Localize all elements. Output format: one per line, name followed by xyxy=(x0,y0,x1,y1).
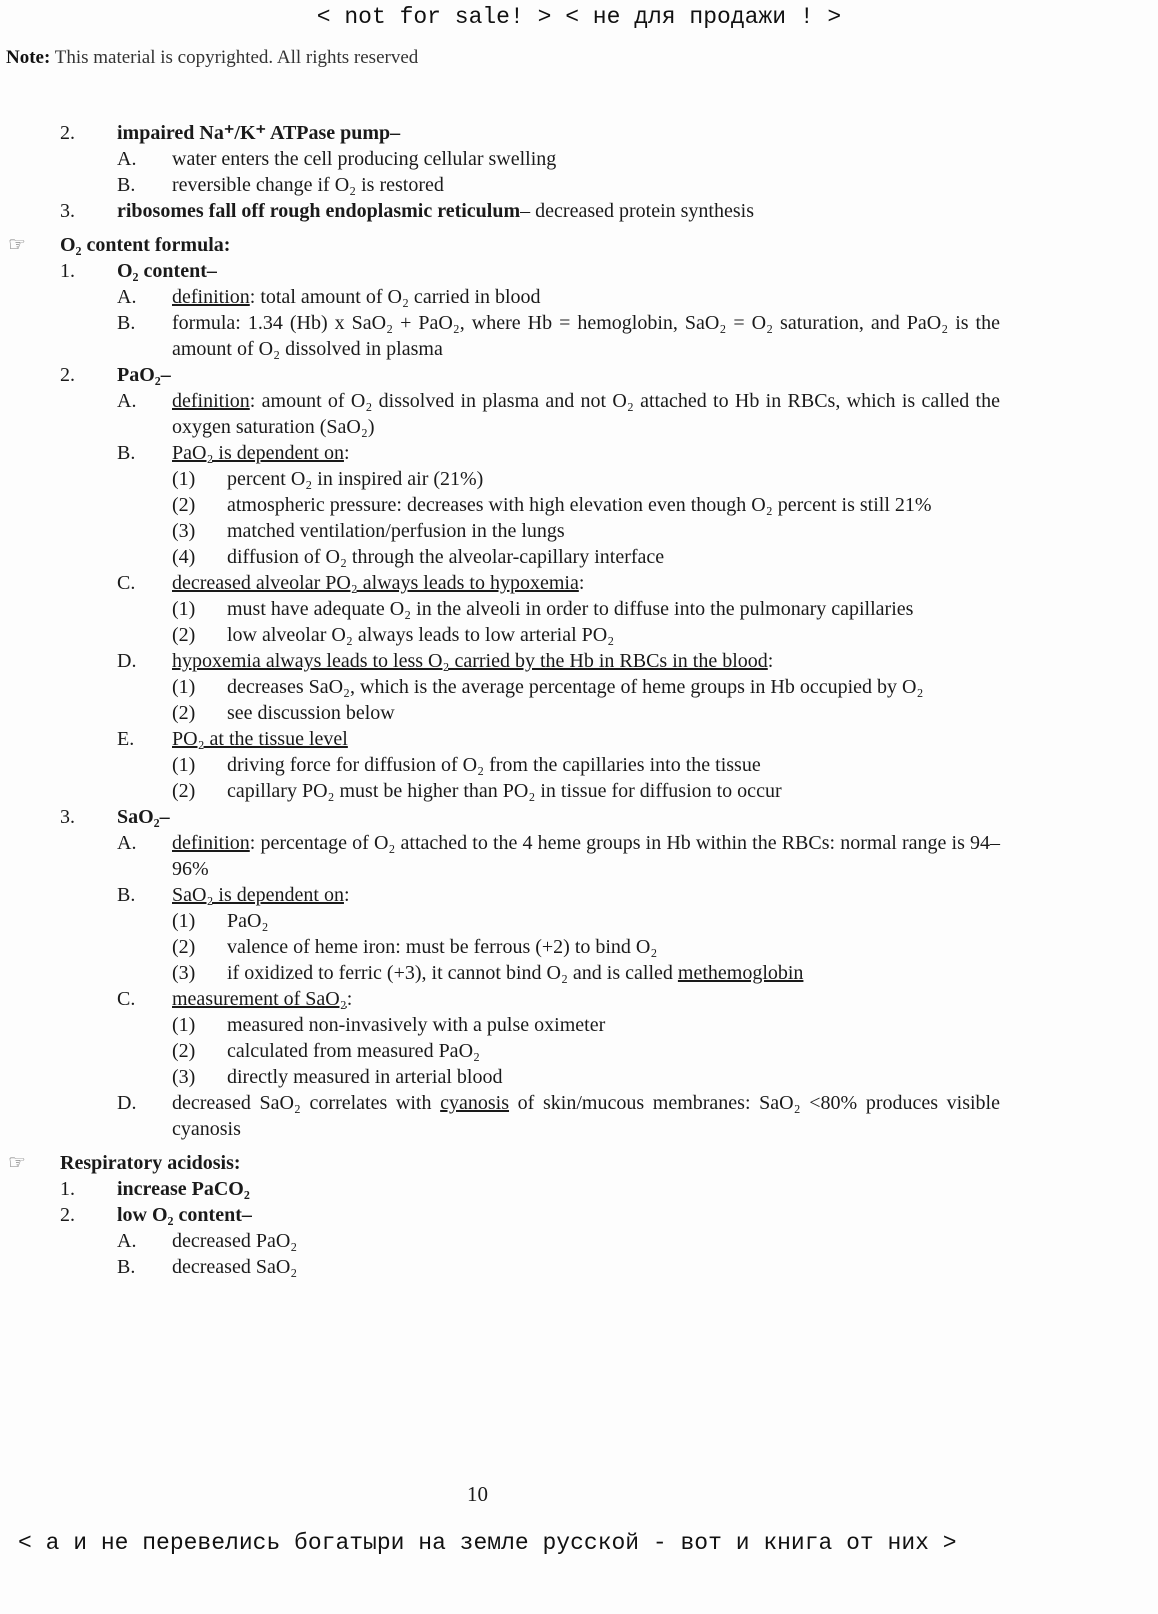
list-item xyxy=(0,492,1000,518)
list-marker: (2) xyxy=(172,624,196,646)
list-marker: A. xyxy=(117,286,137,308)
item-text xyxy=(172,882,1000,908)
text-segment: directly measured in arterial blood xyxy=(227,1066,503,1088)
list-marker: A. xyxy=(117,832,137,854)
list-marker: (1) xyxy=(172,1014,196,1036)
underlined-term: PO₂ at the tissue level xyxy=(172,728,348,750)
list-marker: D. xyxy=(117,650,137,672)
text-segment: decreased SaO₂ correlates with xyxy=(172,1092,441,1114)
text-segment: reversible change if O₂ is restored xyxy=(172,174,444,196)
text-segment: – decreased protein synthesis xyxy=(520,200,754,222)
list-marker: 3. xyxy=(60,200,75,222)
list-marker: (3) xyxy=(172,962,196,984)
list-marker: (1) xyxy=(172,598,196,620)
list-marker: B. xyxy=(117,174,136,196)
text-segment: see discussion below xyxy=(227,702,395,724)
underlined-term: PaO₂ is dependent on xyxy=(172,442,344,464)
text-segment: SaO₂– xyxy=(117,806,170,828)
underlined-term: measurement of SaO₂ xyxy=(172,988,347,1010)
item-text xyxy=(117,198,1000,224)
text-segment: percent O₂ in inspired air (21%) xyxy=(227,468,484,490)
text-segment: O₂ content– xyxy=(117,260,217,282)
item-text xyxy=(172,310,1000,362)
item-text xyxy=(117,1176,1000,1202)
list-item xyxy=(0,830,1000,882)
text-segment: low O₂ content– xyxy=(117,1204,252,1226)
list-item xyxy=(0,648,1000,674)
text-segment: formula: 1.34 (Hb) x SaO₂ + PaO₂, where Hb = hemoglobin, SaO₂ = O₂ saturation, and PaO₂ is the amount of O₂ dissolved in plasma xyxy=(172,312,1000,360)
item-text xyxy=(227,1064,1000,1090)
item-text xyxy=(172,570,1000,596)
underlined-term: methemoglobin xyxy=(677,962,804,984)
text-segment: decreased SaO₂ xyxy=(172,1256,298,1278)
note-text: This material is copyrighted. All rights reserved xyxy=(50,47,419,68)
text-segment: : total amount of O₂ carried in blood xyxy=(249,286,541,308)
item-text xyxy=(172,726,1000,752)
list-item xyxy=(0,440,1000,466)
list-item xyxy=(0,1090,1000,1142)
list-item xyxy=(0,1202,1000,1228)
text-segment: capillary PO₂ must be higher than PO₂ in tissue for diffusion to occur xyxy=(227,780,782,802)
text-segment: measured non-invasively with a pulse oximeter xyxy=(227,1014,606,1036)
list-marker: B. xyxy=(117,884,136,906)
list-marker: (1) xyxy=(172,468,196,490)
list-item xyxy=(0,596,1000,622)
list-item xyxy=(0,778,1000,804)
text-segment: : xyxy=(767,650,774,672)
item-text xyxy=(227,960,1000,986)
list-marker: (4) xyxy=(172,546,196,568)
item-text xyxy=(172,986,1000,1012)
list-item xyxy=(0,544,1000,570)
list-item xyxy=(0,284,1000,310)
item-text xyxy=(227,622,1000,648)
text-segment: : amount of O₂ dissolved in plasma and not O₂ attached to Hb in RBCs, which is called the oxygen saturation (SaO₂) xyxy=(172,390,1000,438)
pointing-hand-icon: ☞ xyxy=(8,1152,26,1174)
list-marker: (1) xyxy=(172,754,196,776)
list-item xyxy=(0,362,1000,388)
list-item xyxy=(0,882,1000,908)
list-item xyxy=(0,258,1000,284)
list-marker: A. xyxy=(117,390,137,412)
list-marker: C. xyxy=(117,988,136,1010)
text-segment: ribosomes fall off rough endoplasmic reticulum xyxy=(117,200,521,222)
item-text xyxy=(172,172,1000,198)
text-segment: : percentage of O₂ attached to the 4 heme groups in Hb within the RBCs: normal range is 94–96% xyxy=(172,832,1000,880)
item-text xyxy=(172,648,1000,674)
item-text xyxy=(117,362,1000,388)
list-marker: 3. xyxy=(60,806,75,828)
text-segment: must have adequate O₂ in the alveoli in order to diffuse into the pulmonary capillaries xyxy=(227,598,914,620)
list-marker: 2. xyxy=(60,364,75,386)
list-item xyxy=(0,1038,1000,1064)
list-item xyxy=(0,1254,1000,1280)
list-item xyxy=(0,960,1000,986)
item-text xyxy=(60,232,1000,258)
list-item xyxy=(0,752,1000,778)
item-text xyxy=(60,1150,1000,1176)
text-segment: water enters the cell producing cellular swelling xyxy=(172,148,557,170)
item-text xyxy=(172,830,1000,882)
underlined-term: cyanosis xyxy=(440,1092,510,1114)
text-segment: low alveolar O₂ always leads to low arterial PO₂ xyxy=(227,624,615,646)
text-segment: atmospheric pressure: decreases with high elevation even though O₂ percent is still 21% xyxy=(227,494,932,516)
section-heading xyxy=(0,1150,1000,1176)
list-marker: (2) xyxy=(172,702,196,724)
list-item xyxy=(0,622,1000,648)
item-text xyxy=(227,518,1000,544)
text-segment: if oxidized to ferric (+3), it cannot bind O₂ and is called xyxy=(227,962,678,984)
item-text xyxy=(172,284,1000,310)
list-marker: (3) xyxy=(172,1066,196,1088)
list-marker: 1. xyxy=(60,1178,75,1200)
item-text xyxy=(117,804,1000,830)
text-segment: impaired Na⁺/K⁺ ATPase pump– xyxy=(117,122,401,144)
item-text xyxy=(227,700,1000,726)
list-marker: (3) xyxy=(172,520,196,542)
list-marker: B. xyxy=(117,1256,136,1278)
text-segment: matched ventilation/perfusion in the lungs xyxy=(227,520,565,542)
list-item xyxy=(0,700,1000,726)
list-marker: C. xyxy=(117,572,136,594)
underlined-term: decreased alveolar PO₂ always leads to hypoxemia xyxy=(172,572,579,594)
text-segment: : xyxy=(343,442,350,464)
list-marker: 2. xyxy=(60,1204,75,1226)
item-text xyxy=(227,934,1000,960)
list-marker: (2) xyxy=(172,494,196,516)
list-item xyxy=(0,120,1000,146)
list-item xyxy=(0,570,1000,596)
section-heading xyxy=(0,232,1000,258)
text-segment: of skin/mucous membranes: SaO₂ <80% produces visible cyanosis xyxy=(172,1092,1000,1140)
list-marker: (2) xyxy=(172,1040,196,1062)
list-marker: A. xyxy=(117,1230,137,1252)
list-item xyxy=(0,1012,1000,1038)
item-text xyxy=(172,388,1000,440)
list-item xyxy=(0,908,1000,934)
item-text xyxy=(227,1038,1000,1064)
item-text xyxy=(227,544,1000,570)
item-text xyxy=(227,466,1000,492)
item-text xyxy=(227,596,1000,622)
list-marker: D. xyxy=(117,1092,137,1114)
list-item xyxy=(0,466,1000,492)
text-segment: diffusion of O₂ through the alveolar-capillary interface xyxy=(227,546,665,568)
list-item xyxy=(0,726,1000,752)
item-text xyxy=(227,752,1000,778)
list-marker: B. xyxy=(117,442,136,464)
item-text xyxy=(117,120,1000,146)
list-item xyxy=(0,1064,1000,1090)
list-marker: 1. xyxy=(60,260,75,282)
page-number: 10 xyxy=(467,1482,488,1506)
underlined-term: SaO₂ is dependent on xyxy=(172,884,344,906)
item-text xyxy=(117,258,1000,284)
list-marker: E. xyxy=(117,728,135,750)
list-item xyxy=(0,198,1000,224)
item-text xyxy=(172,146,1000,172)
item-text xyxy=(172,1254,1000,1280)
list-marker: (1) xyxy=(172,910,196,932)
footer-banner: < а и не перевелись богатыри на земле русской - вот и книга от них > xyxy=(18,1530,957,1556)
item-text xyxy=(172,1228,1000,1254)
list-item xyxy=(0,934,1000,960)
underlined-term: definition xyxy=(172,832,250,854)
list-item xyxy=(0,518,1000,544)
underlined-term: hypoxemia always leads to less O₂ carried by the Hb in RBCs in the blood xyxy=(172,650,768,672)
text-segment: increase PaCO₂ xyxy=(117,1178,250,1200)
list-marker: B. xyxy=(117,312,136,334)
list-item xyxy=(0,310,1000,362)
note-label: Note: xyxy=(6,47,51,68)
text-segment: valence of heme iron: must be ferrous (+2) to bind O₂ xyxy=(227,936,658,958)
list-item xyxy=(0,1228,1000,1254)
item-text xyxy=(172,440,1000,466)
list-item xyxy=(0,804,1000,830)
item-text xyxy=(172,1090,1000,1142)
text-segment: decreases SaO₂, which is the average percentage of heme groups in Hb occupied by O₂ xyxy=(227,676,924,698)
pointing-hand-icon: ☞ xyxy=(8,234,26,256)
list-item xyxy=(0,1176,1000,1202)
copyright-note xyxy=(6,47,418,69)
list-item xyxy=(0,172,1000,198)
item-text xyxy=(227,492,1000,518)
text-segment: PaO₂ xyxy=(227,910,269,932)
text-segment: PaO₂– xyxy=(117,364,171,386)
list-item xyxy=(0,146,1000,172)
text-segment: : xyxy=(343,884,350,906)
item-text xyxy=(227,1012,1000,1038)
list-item xyxy=(0,388,1000,440)
list-item xyxy=(0,986,1000,1012)
list-marker: (2) xyxy=(172,780,196,802)
underlined-term: definition xyxy=(172,390,250,412)
underlined-term: definition xyxy=(172,286,250,308)
text-segment: decreased PaO₂ xyxy=(172,1230,298,1252)
list-marker: (2) xyxy=(172,936,196,958)
item-text xyxy=(227,674,1000,700)
text-segment: calculated from measured PaO₂ xyxy=(227,1040,480,1062)
item-text xyxy=(117,1202,1000,1228)
item-text xyxy=(227,778,1000,804)
text-segment: : xyxy=(346,988,353,1010)
header-banner: < not for sale! > < не для продажи ! > xyxy=(316,4,842,30)
item-text xyxy=(227,908,1000,934)
list-item xyxy=(0,674,1000,700)
text-segment: Respiratory acidosis: xyxy=(60,1152,241,1174)
list-marker: 2. xyxy=(60,122,75,144)
text-segment: O₂ content formula: xyxy=(60,234,231,256)
list-marker: (1) xyxy=(172,676,196,698)
text-segment: : xyxy=(578,572,585,594)
list-marker: A. xyxy=(117,148,137,170)
outline-body xyxy=(0,120,1000,1280)
text-segment: driving force for diffusion of O₂ from the capillaries into the tissue xyxy=(227,754,761,776)
